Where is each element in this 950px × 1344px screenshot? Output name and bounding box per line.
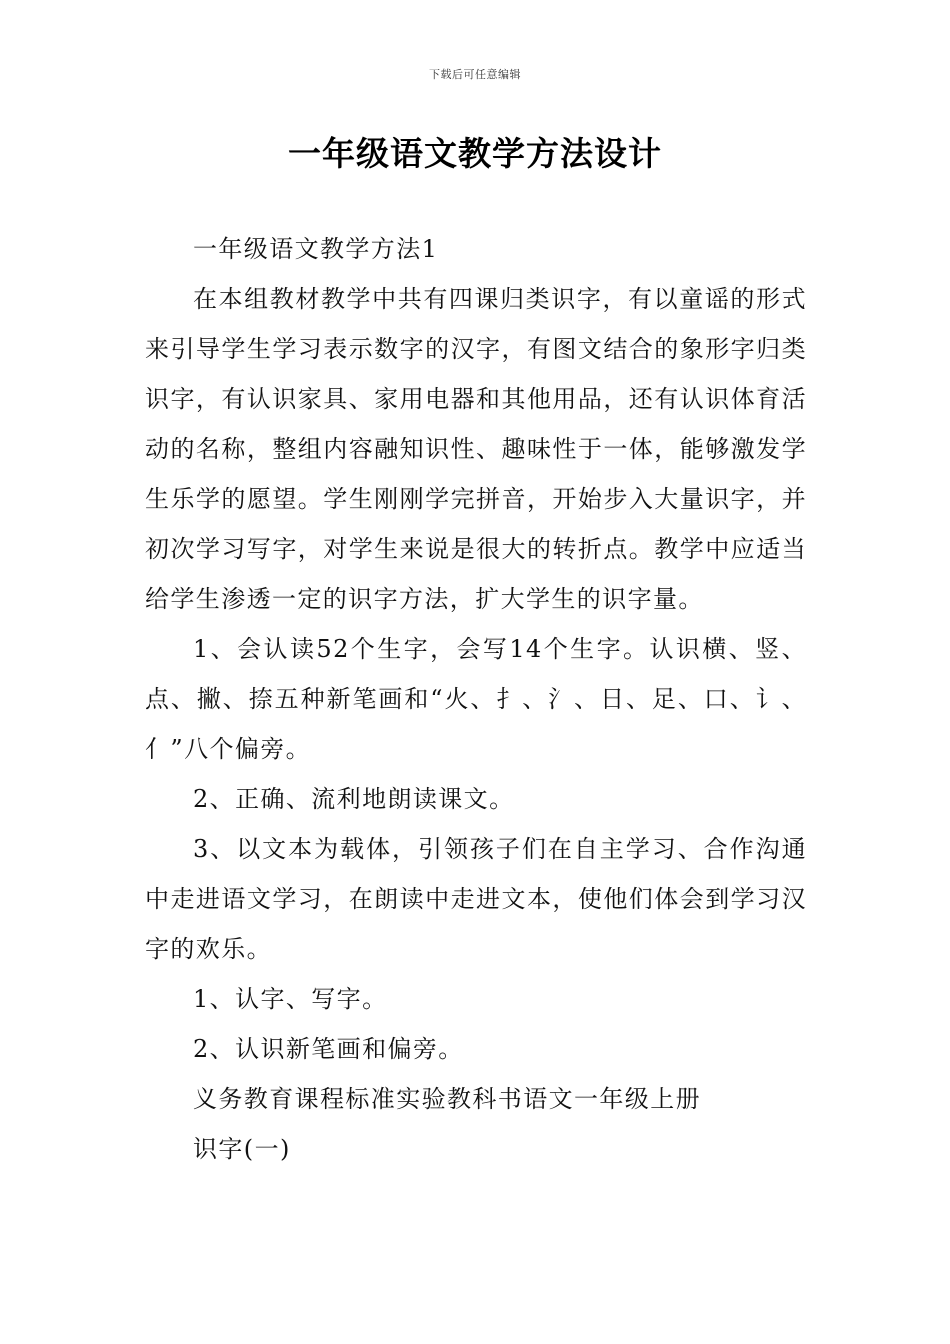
body-paragraph-intro: 在本组教材教学中共有四课归类识字，有以童谣的形式来引导学生学习表示数字的汉字，有图文结合的象形字归类识字，有认识家具、家用电器和其他用品，还有认识体育活动的名称，整组内容融知识性、趣味性于一体，能够激发学生乐学的愿望。学生刚刚学完拼音，开始步入大量识字，并初次学习写字，对学生来说是很大的转折点。教学中应适当给学生渗透一定的识字方法，扩大学生的识字量。 xyxy=(145,285,807,613)
header-note: 下载后可任意编辑 xyxy=(429,68,521,81)
document-title: 一年级语文教学方法设计 xyxy=(288,134,662,173)
key-point-item-1: 1、认字、写字。 xyxy=(193,985,388,1013)
goal-item-1: 1、会认读52个生字，会写14个生字。认识横、竖、点、撇、捺五种新笔画和“火、扌、氵、日、足、口、讠、亻”八个偏旁。 xyxy=(145,635,807,763)
textbook-line: 义务教育课程标准实验教科书语文一年级上册 xyxy=(193,1085,701,1113)
goal-item-3: 3、以文本为载体，引领孩子们在自主学习、合作沟通中走进语文学习，在朗读中走进文本，使他们体会到学习汉字的欢乐。 xyxy=(145,835,807,963)
key-point-item-2: 2、认识新笔画和偏旁。 xyxy=(193,1035,464,1063)
document-body xyxy=(145,224,807,1174)
goal-item-2: 2、正确、流利地朗读课文。 xyxy=(193,785,515,813)
unit-line: 识字(一) xyxy=(193,1135,291,1163)
section-heading: 一年级语文教学方法1 xyxy=(193,235,439,263)
